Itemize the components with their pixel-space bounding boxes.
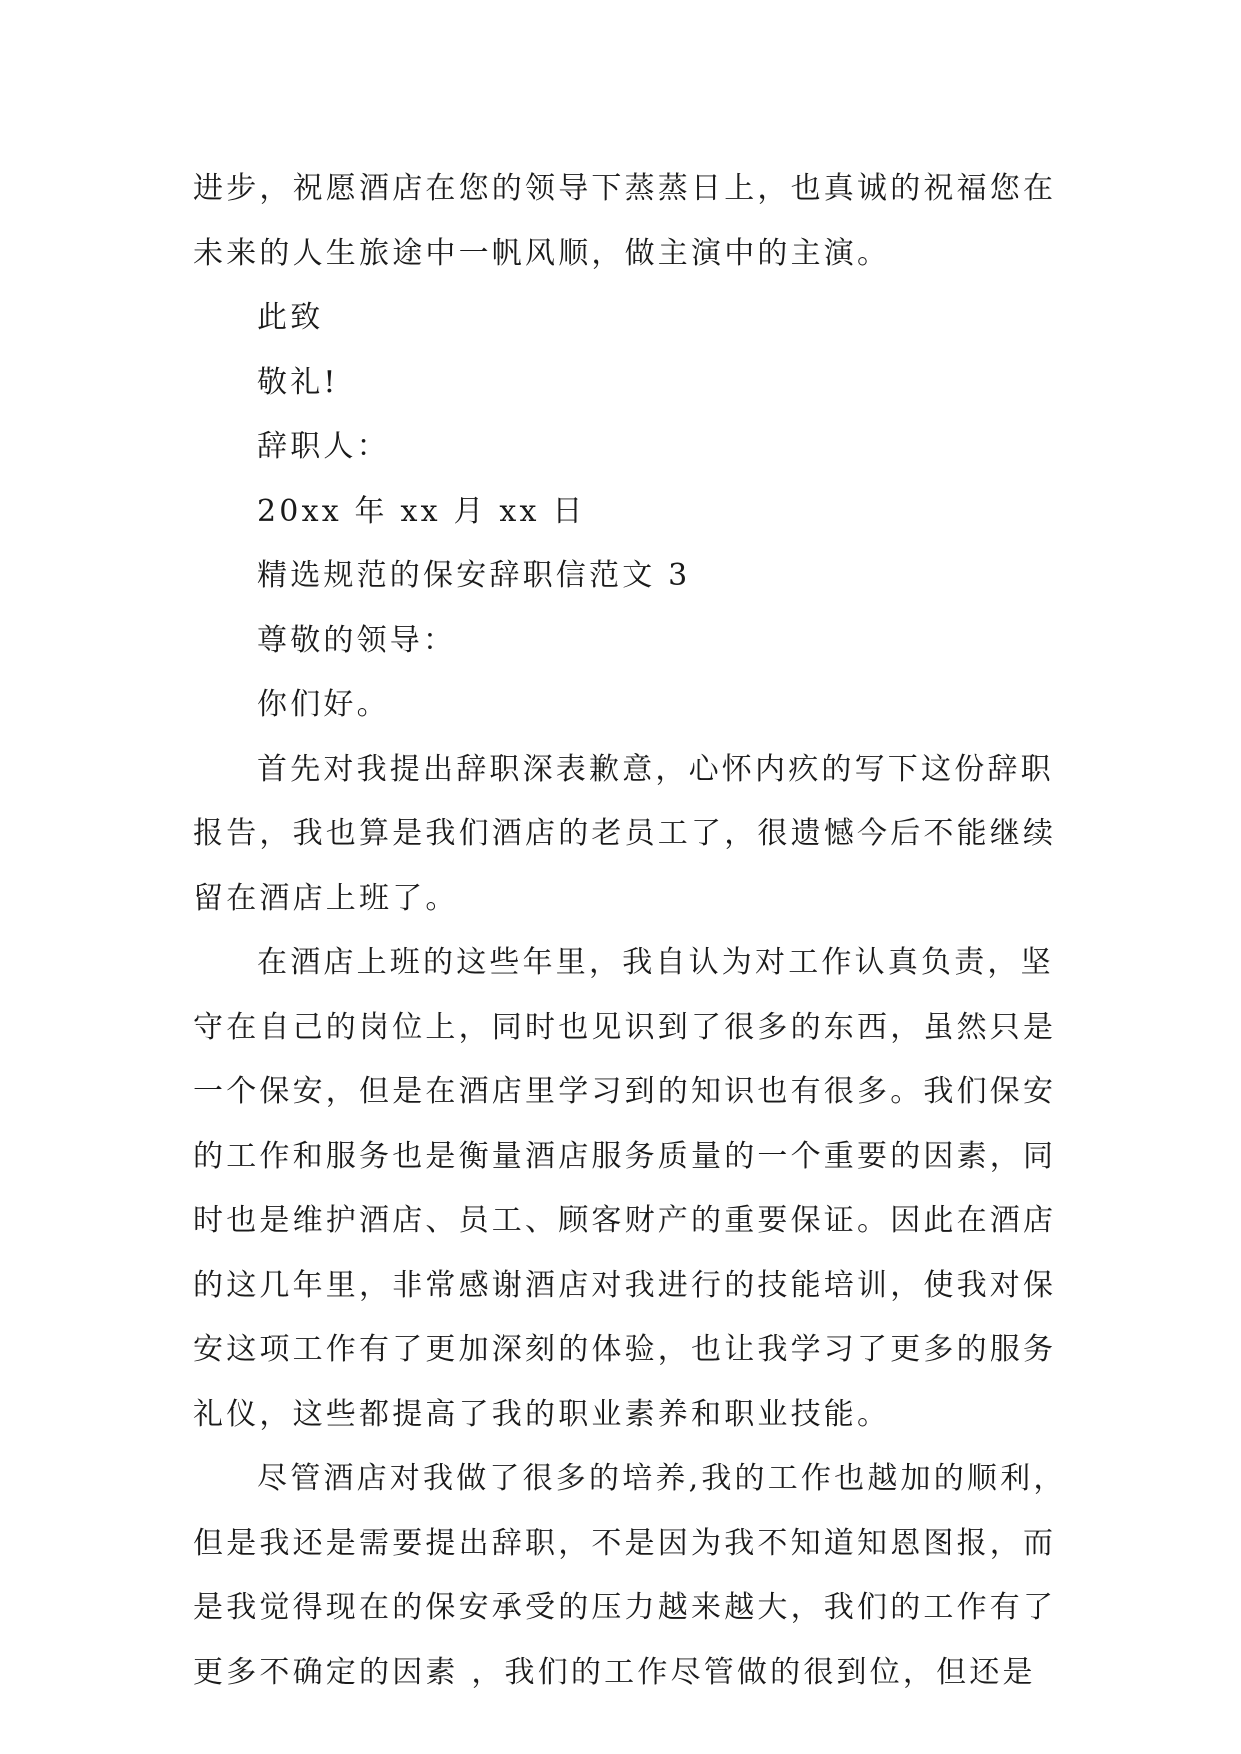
- paragraph-3-line: 更多不确定的因素 ，我们的工作尽管做的很到位，但还是: [193, 1654, 1036, 1690]
- paragraph-2-line: 的工作和服务也是衡量酒店服务质量的一个重要的因素，同: [193, 1138, 1057, 1174]
- paragraph-3-line: 但是我还是需要提出辞职，不是因为我不知道知恩图报，而: [193, 1525, 1057, 1561]
- document-body: [193, 157, 1067, 1705]
- paragraph-2-line: 在酒店上班的这些年里，我自认为对工作认真负责，坚: [257, 945, 1054, 980]
- body-text-line: 未来的人生旅途中一帆风顺，做主演中的主演。: [193, 235, 891, 271]
- paragraph-2-line: 的这几年里，非常感谢酒店对我进行的技能培训，使我对保: [193, 1267, 1057, 1303]
- paragraph-2-line: 守在自己的岗位上，同时也见识到了很多的东西，虽然只是: [193, 1009, 1057, 1045]
- greeting-line: 尊敬的领导：: [257, 622, 457, 658]
- paragraph-1-line: 首先对我提出辞职深表歉意，心怀内疚的写下这份辞职: [257, 751, 1054, 787]
- paragraph-3-line: 尽管酒店对我做了很多的培养,我的工作也越加的顺利，: [257, 1461, 1067, 1496]
- closing-line: 此致: [257, 300, 324, 335]
- opening-line: 你们好。: [257, 687, 390, 722]
- paragraph-1-line: 留在酒店上班了。: [193, 880, 459, 916]
- paragraph-1-line: 报告，我也算是我们酒店的老员工了，很遗憾今后不能继续: [193, 816, 1057, 851]
- paragraph-3-line: 是我觉得现在的保安承受的压力越来越大，我们的工作有了: [193, 1590, 1057, 1625]
- paragraph-2-line: 时也是维护酒店、员工、顾客财产的重要保证。因此在酒店: [193, 1203, 1057, 1238]
- salute-line: 敬礼!: [257, 364, 339, 400]
- signer-line: 辞职人：: [257, 429, 390, 464]
- body-text-line: 进步，祝愿酒店在您的领导下蒸蒸日上，也真诚的祝福您在: [193, 171, 1057, 206]
- section-title: 精选规范的保安辞职信范文 3: [257, 558, 691, 593]
- paragraph-2-line: 一个保安，但是在酒店里学习到的知识也有很多。我们保安: [193, 1074, 1057, 1109]
- paragraph-2-line: 安这项工作有了更加深刻的体验，也让我学习了更多的服务: [193, 1332, 1057, 1367]
- date-line: 20xx 年 xx 月 xx 日: [257, 493, 586, 529]
- paragraph-2-line: 礼仪，这些都提高了我的职业素养和职业技能。: [193, 1396, 891, 1432]
